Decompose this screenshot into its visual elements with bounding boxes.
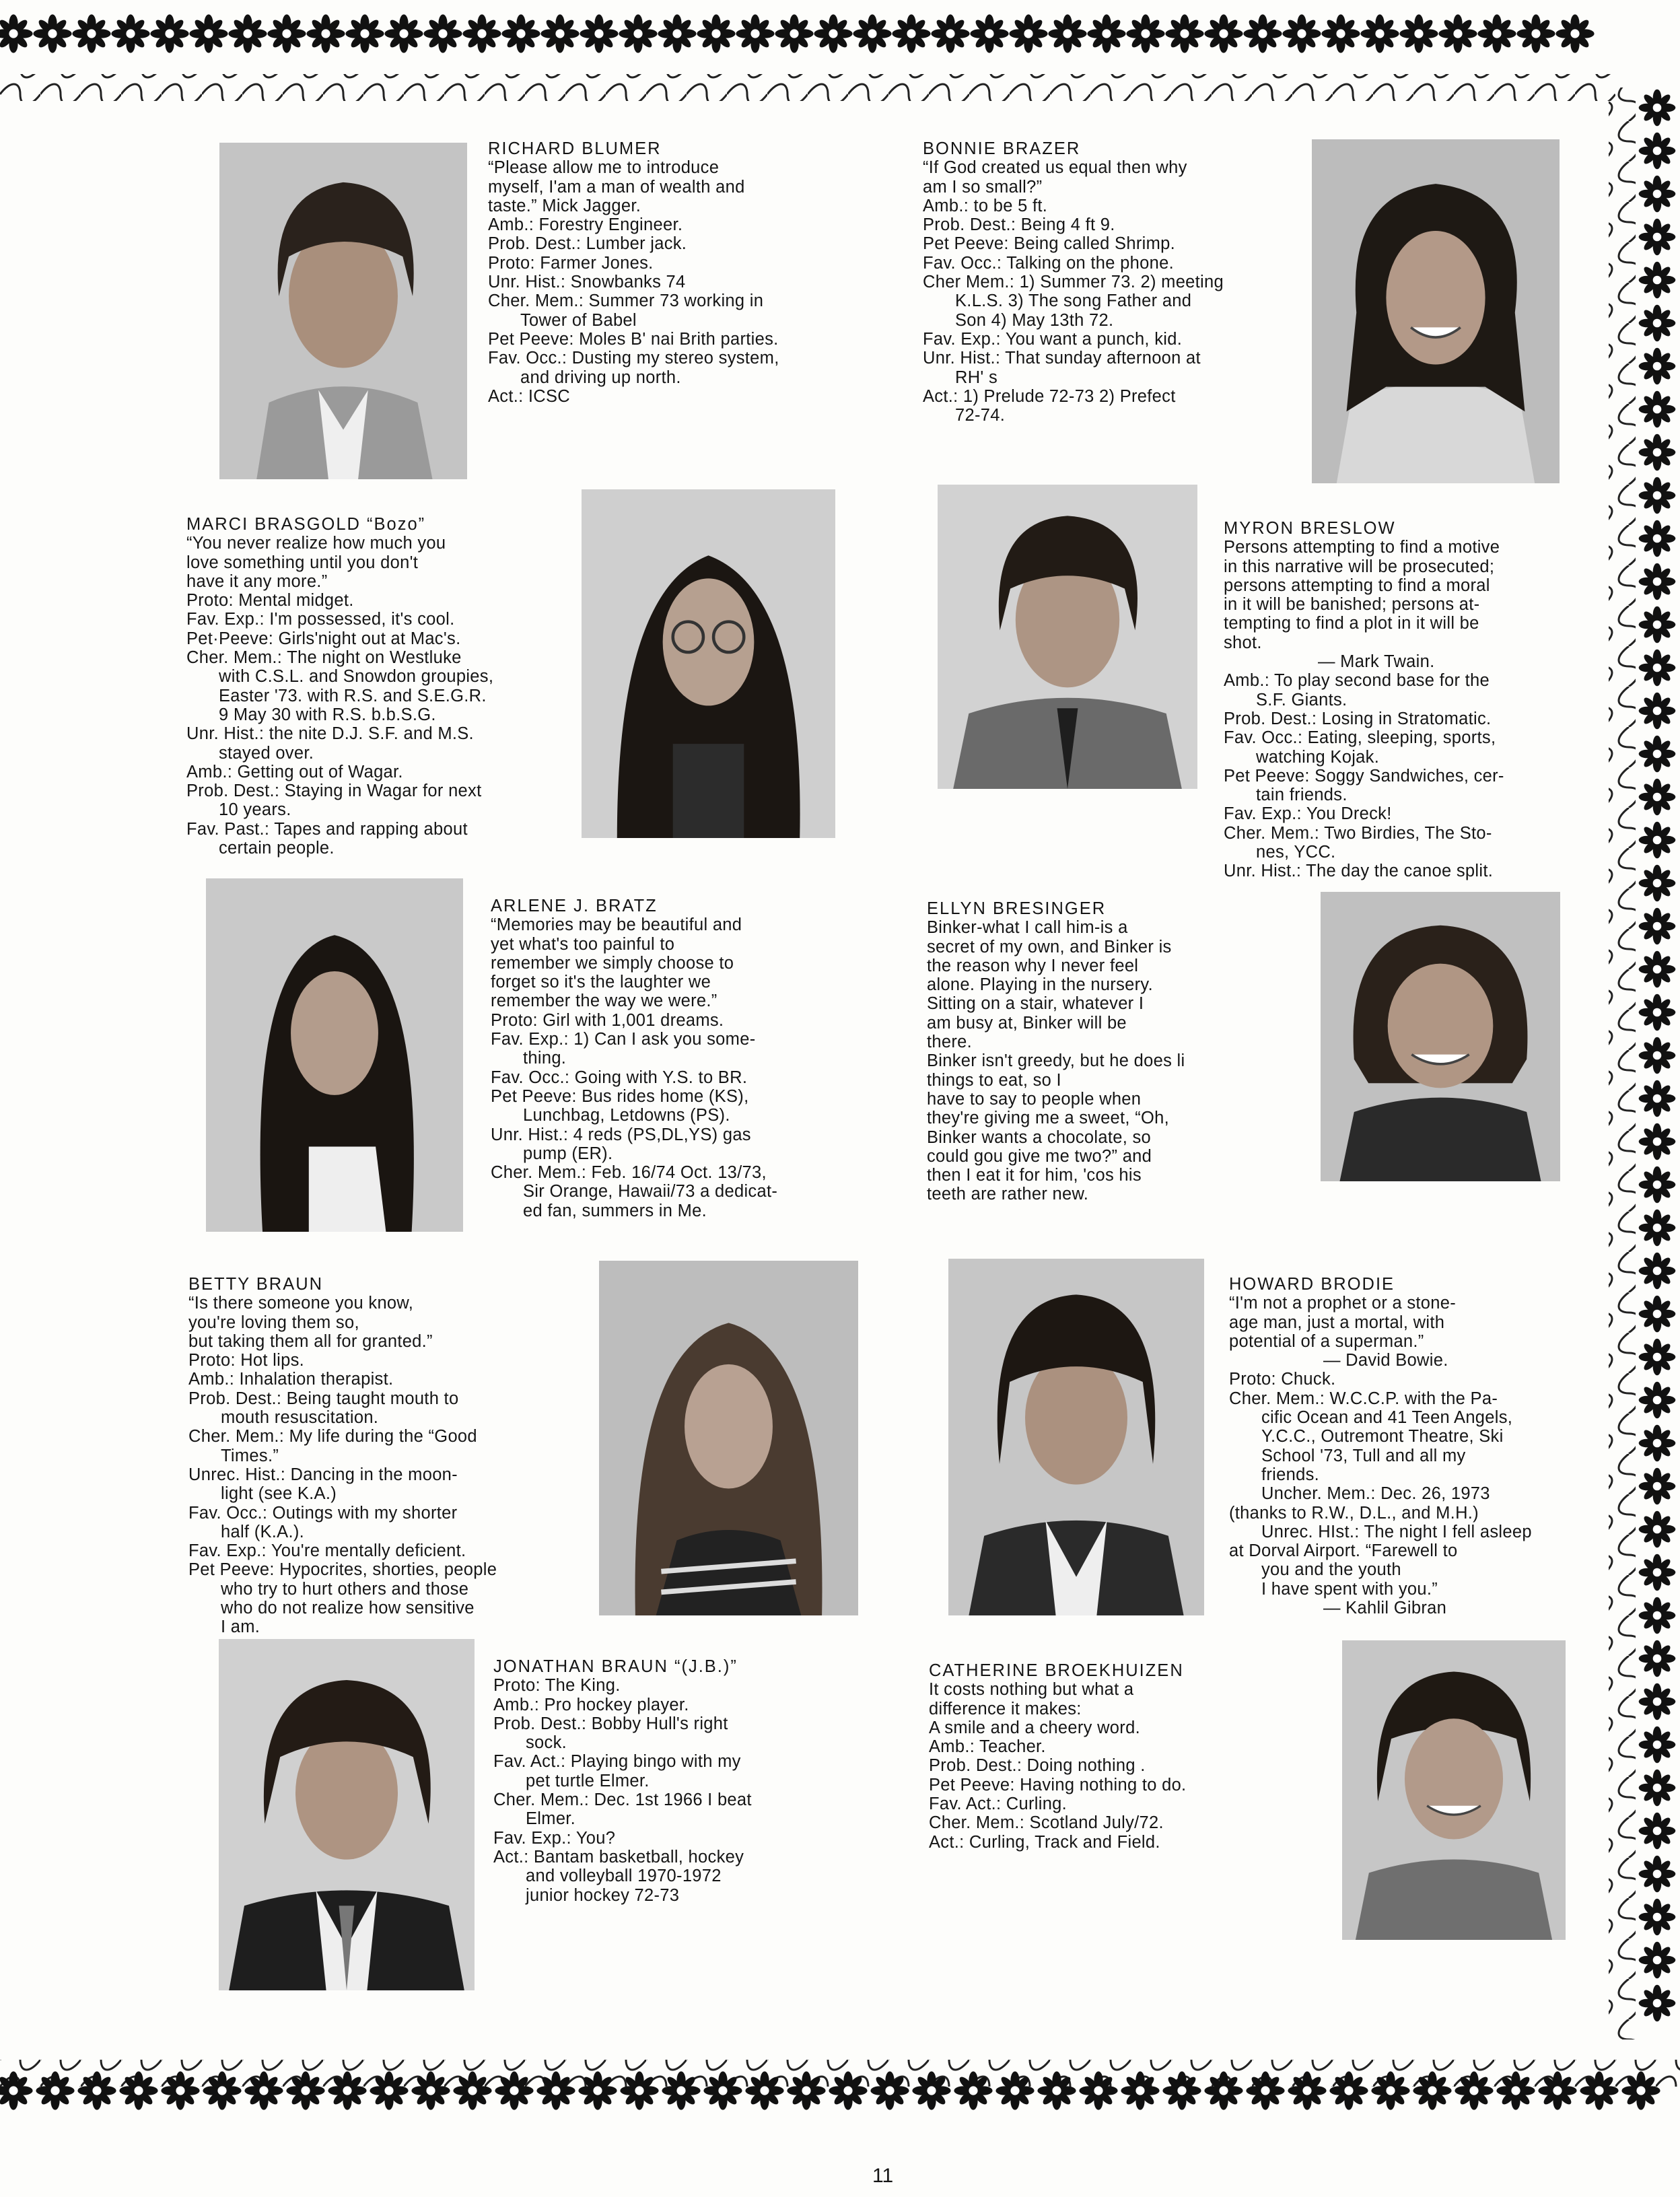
daisy-icon bbox=[540, 14, 579, 53]
page-number: 11 bbox=[872, 2165, 894, 2187]
entry-line: Pet Peeve: Having nothing to do. bbox=[929, 1775, 1187, 1794]
daisy-icon bbox=[1639, 1382, 1676, 1419]
entry-line: could gou give me two?” and bbox=[927, 1146, 1152, 1166]
entry-line: Amb.: To play second base for the bbox=[1224, 671, 1490, 691]
entry-line: forget so it's the laughter we bbox=[491, 973, 711, 992]
daisy-icon bbox=[72, 14, 110, 53]
entry-line: Fav. Occ.: Eating, sleeping, sports, bbox=[1224, 728, 1496, 748]
entry-line: RH' s bbox=[955, 368, 998, 387]
entry-line: ed fan, summers in Me. bbox=[523, 1201, 707, 1220]
daisy-icon bbox=[1204, 14, 1242, 53]
photo-ellyn-bresinger bbox=[1321, 892, 1560, 1181]
entry-line: Amb.: Getting out of Wagar. bbox=[186, 762, 403, 781]
entry-line: Binker wants a chocolate, so bbox=[927, 1127, 1151, 1147]
daisy-icon bbox=[775, 14, 813, 53]
daisy-icon bbox=[1477, 14, 1516, 53]
daisy-icon bbox=[306, 14, 345, 53]
photo-catherine-broekhuizen bbox=[1342, 1640, 1566, 1940]
daisy-icon bbox=[150, 14, 188, 53]
entry-line: Unrec. HIst.: The night I fell asleep bbox=[1261, 1522, 1532, 1541]
entry-line: Fav. Occ.: Talking on the phone. bbox=[923, 253, 1174, 273]
entry-line: Amb.: Pro hockey player. bbox=[493, 1695, 689, 1714]
daisy-icon bbox=[1282, 14, 1321, 53]
entry-line: Cher. Mem.: Two Birdies, The Sto- bbox=[1224, 823, 1492, 843]
daisy-icon bbox=[384, 14, 423, 53]
photo-bonnie-brazer bbox=[1312, 139, 1560, 483]
entry-line: “You never realize how much you bbox=[186, 534, 446, 553]
entry-line: A smile and a cheery word. bbox=[929, 1718, 1140, 1737]
entry-line: Cher. Mem.: Feb. 16/74 Oct. 13/73, bbox=[491, 1163, 767, 1183]
entry-line: Proto: Hot lips. bbox=[188, 1351, 305, 1370]
daisy-icon bbox=[0, 14, 33, 53]
daisy-icon bbox=[1639, 1899, 1676, 1936]
entry-line: Cher. Mem.: W.C.C.P. with the Pa- bbox=[1229, 1389, 1498, 1408]
entry-line: mouth resuscitation. bbox=[221, 1408, 379, 1428]
entry-line: thing. bbox=[523, 1049, 567, 1068]
entry-line: friends. bbox=[1261, 1465, 1320, 1484]
daisy-icon bbox=[1639, 391, 1676, 428]
daisy-icon bbox=[1087, 14, 1125, 53]
entry-line: K.L.S. 3) The song Father and bbox=[955, 291, 1192, 311]
entry-line: and driving up north. bbox=[520, 368, 681, 387]
entry-line: Pet Peeve: Being called Shrimp. bbox=[923, 234, 1176, 254]
daisy-icon bbox=[1639, 1339, 1676, 1376]
entry-line: Sir Orange, Hawaii/73 a dedicat- bbox=[523, 1182, 778, 1201]
daisy-icon bbox=[1639, 1123, 1676, 1160]
daisy-icon bbox=[580, 14, 618, 53]
entry-line: Fav. Occ.: Dusting my stereo system, bbox=[488, 349, 779, 368]
entry-line: Y.C.C., Outremont Theatre, Ski bbox=[1261, 1427, 1504, 1446]
entry-jonathan-braun bbox=[493, 1657, 752, 1905]
entry-line: 9 May 30 with R.S. b.b.S.G. bbox=[219, 705, 436, 724]
entry-line: I have spent with you.” bbox=[1261, 1579, 1438, 1599]
entry-line: Proto: Farmer Jones. bbox=[488, 253, 654, 273]
entry-line: Son 4) May 13th 72. bbox=[955, 310, 1114, 330]
daisy-icon bbox=[1639, 865, 1676, 902]
daisy-icon bbox=[1639, 1511, 1676, 1548]
entry-line: Act.: 1) Prelude 72-73 2) Prefect bbox=[923, 386, 1176, 406]
entry-line: you and the youth bbox=[1261, 1560, 1401, 1580]
daisy-icon bbox=[931, 14, 969, 53]
daisy-icon bbox=[111, 14, 149, 53]
entry-line: Unr. Hist.: The day the canoe split. bbox=[1224, 862, 1494, 881]
entry-line: Cher. Mem.: Summer 73 working in bbox=[488, 291, 764, 311]
entry-betty-braun bbox=[188, 1275, 497, 1637]
entry-line: School '73, Tull and all my bbox=[1261, 1446, 1466, 1465]
entry-line: Easter '73. with R.S. and S.E.G.R. bbox=[219, 686, 487, 705]
entry-line: Proto: The King. bbox=[493, 1676, 621, 1696]
entry-line: in it will be banished; persons at- bbox=[1224, 595, 1480, 615]
entry-line: at Dorval Airport. “Farewell to bbox=[1229, 1541, 1458, 1561]
entry-line: stayed over. bbox=[219, 743, 314, 763]
daisy-icon bbox=[1639, 1468, 1676, 1505]
entry-line: tain friends. bbox=[1256, 786, 1348, 805]
entry-line: remember the way we were.” bbox=[491, 991, 718, 1011]
entry-line: who try to hurt others and those bbox=[221, 1579, 469, 1599]
daisy-icon bbox=[189, 14, 228, 53]
photo-betty-braun bbox=[599, 1261, 858, 1615]
daisy-icon bbox=[814, 14, 852, 53]
entry-line: half (K.A.). bbox=[221, 1522, 305, 1541]
entry-line: Cher. Mem.: Dec. 1st 1966 I beat bbox=[493, 1790, 752, 1810]
entry-line: taste.” Mick Jagger. bbox=[488, 196, 641, 215]
entry-line: remember we simply choose to bbox=[491, 953, 734, 973]
entry-line: Tower of Babel bbox=[520, 310, 637, 330]
daisy-icon bbox=[1126, 14, 1164, 53]
daisy-icon bbox=[1399, 14, 1438, 53]
daisy-icon bbox=[1639, 1296, 1676, 1333]
photo-richard-blumer bbox=[219, 143, 467, 479]
entry-line: alone. Playing in the nursery. bbox=[927, 975, 1153, 995]
entry-line: Proto: Mental midget. bbox=[186, 591, 354, 611]
entry-line: have it any more.” bbox=[186, 571, 328, 591]
photo-howard-brodie bbox=[948, 1259, 1204, 1615]
daisy-icon bbox=[1048, 14, 1086, 53]
photo-arlene-bratz bbox=[206, 878, 463, 1232]
entry-line: Prob. Dest.: Losing in Stratomatic. bbox=[1224, 709, 1492, 728]
entry-line: Binker isn't greedy, but he does li bbox=[927, 1051, 1185, 1071]
entry-line: am I so small?” bbox=[923, 177, 1043, 197]
daisy-icon bbox=[1639, 1597, 1676, 1634]
entry-line: Prob. Dest.: Bobby Hull's right bbox=[493, 1714, 728, 1733]
entry-line: Pet Peeve: Moles B' nai Brith parties. bbox=[488, 329, 779, 349]
daisy-icon bbox=[1639, 1813, 1676, 1850]
daisy-icon bbox=[423, 14, 462, 53]
entry-line: Fav. Exp.: You? bbox=[493, 1828, 616, 1848]
entry-line: certain people. bbox=[219, 839, 335, 858]
entry-line: Act.: Bantam basketball, hockey bbox=[493, 1847, 744, 1867]
entry-line: have to say to people when bbox=[927, 1089, 1142, 1109]
daisy-icon bbox=[1639, 1210, 1676, 1247]
daisy-icon bbox=[1639, 1554, 1676, 1591]
entry-line: “I'm not a prophet or a stone- bbox=[1229, 1294, 1457, 1313]
daisy-icon bbox=[1009, 14, 1047, 53]
daisy-icon bbox=[33, 14, 71, 53]
entry-line: Times.” bbox=[221, 1446, 279, 1465]
entry-line: light (see K.A.) bbox=[221, 1484, 337, 1504]
photo-marci-brasgold bbox=[582, 489, 835, 838]
entry-ellyn-bresinger bbox=[927, 899, 1185, 1204]
entry-line: Fav. Exp.: I'm possessed, it's cool. bbox=[186, 610, 455, 629]
entry-line: Fav. Exp.: You Dreck! bbox=[1224, 804, 1392, 824]
entry-line: with C.S.L. and Snowdon groupies, bbox=[219, 667, 494, 687]
entry-line: but taking them all for granted.” bbox=[188, 1331, 433, 1351]
entry-line: I am. bbox=[221, 1617, 260, 1637]
daisy-icon bbox=[1639, 520, 1676, 557]
entry-line: Lunchbag, Letdowns (PS). bbox=[523, 1106, 730, 1125]
entry-line: S.F. Giants. bbox=[1256, 690, 1348, 709]
student-name: MYRON BRESLOW bbox=[1224, 519, 1396, 538]
entry-line: Unrec. Hist.: Dancing in the moon- bbox=[188, 1465, 458, 1484]
daisy-icon bbox=[1555, 14, 1594, 53]
entry-catherine-broekhuizen bbox=[929, 1661, 1186, 1852]
entry-line: junior hockey 72-73 bbox=[526, 1885, 680, 1905]
daisy-icon bbox=[619, 14, 657, 53]
entry-line: difference it makes: bbox=[929, 1699, 1082, 1718]
daisy-icon bbox=[1639, 219, 1676, 256]
entry-bonnie-brazer bbox=[923, 139, 1224, 425]
entry-line: “Memories may be beautiful and bbox=[491, 915, 742, 935]
entry-line: the reason why I never feel bbox=[927, 956, 1139, 975]
entry-line: cific Ocean and 41 Teen Angels, bbox=[1261, 1408, 1513, 1428]
entry-line: Fav. Act.: Playing bingo with my bbox=[493, 1752, 741, 1772]
entry-line: things to eat, so I bbox=[927, 1070, 1061, 1090]
entry-line: pump (ER). bbox=[523, 1144, 613, 1163]
entry-line: Persons attempting to find a motive bbox=[1224, 538, 1500, 557]
entry-richard-blumer bbox=[488, 139, 779, 406]
daisy-icon bbox=[228, 14, 267, 53]
entry-line: teeth are rather new. bbox=[927, 1185, 1089, 1204]
photo-myron-breslow bbox=[938, 485, 1197, 789]
entry-line: they're giving me a sweet, “Oh, bbox=[927, 1109, 1169, 1128]
entry-line: secret of my own, and Binker is bbox=[927, 937, 1172, 956]
student-name: RICHARD BLUMER bbox=[488, 139, 662, 158]
entry-line: 10 years. bbox=[219, 800, 291, 820]
entry-line: Amb.: Teacher. bbox=[929, 1737, 1046, 1757]
daisy-icon bbox=[1639, 348, 1676, 385]
entry-line: Elmer. bbox=[526, 1809, 576, 1829]
entry-line: Uncher. Mem.: Dec. 26, 1973 bbox=[1261, 1484, 1490, 1504]
daisy-icon bbox=[1321, 14, 1360, 53]
entry-line: Pet Peeve: Bus rides home (KS), bbox=[491, 1086, 749, 1106]
daisy-icon bbox=[1639, 1942, 1676, 1979]
entry-howard-brodie bbox=[1229, 1275, 1532, 1617]
daisy-icon bbox=[892, 14, 930, 53]
entry-line: nes, YCC. bbox=[1256, 843, 1336, 862]
daisy-icon bbox=[1639, 563, 1676, 600]
entry-line: shot. bbox=[1224, 633, 1262, 652]
daisy-icon bbox=[1639, 1080, 1676, 1117]
daisy-icon bbox=[970, 14, 1008, 53]
entry-line: Pet·Peeve: Girls'night out at Mac's. bbox=[186, 629, 461, 648]
daisy-icon bbox=[345, 14, 384, 53]
entry-line: Amb.: to be 5 ft. bbox=[923, 196, 1048, 215]
student-name: JONATHAN BRAUN “(J.B.)” bbox=[493, 1657, 738, 1676]
daisy-icon bbox=[1639, 1985, 1676, 2022]
entry-line: Binker-what I call him-is a bbox=[927, 918, 1128, 938]
entry-line: Prob. Dest.: Lumber jack. bbox=[488, 234, 687, 254]
daisy-icon bbox=[1639, 133, 1676, 170]
entry-line: in this narrative will be prosecuted; bbox=[1224, 557, 1495, 576]
entry-line: and volleyball 1970-1972 bbox=[526, 1867, 722, 1886]
daisy-icon bbox=[1438, 14, 1477, 53]
entry-line: Act.: ICSC bbox=[488, 386, 571, 406]
entry-line: myself, I'am a man of wealth and bbox=[488, 177, 745, 197]
daisy-icon bbox=[1639, 908, 1676, 945]
daisy-icon bbox=[1639, 1253, 1676, 1290]
entry-line: tempting to find a plot in it will be bbox=[1224, 614, 1479, 633]
entry-line: sock. bbox=[526, 1733, 567, 1753]
entry-line: Unr. Hist.: 4 reds (PS,DL,YS) gas bbox=[491, 1125, 751, 1144]
entry-line: yet what's too painful to bbox=[491, 934, 675, 954]
entry-line: — David Bowie. bbox=[1323, 1351, 1448, 1370]
entry-line: Prob. Dest.: Doing nothing . bbox=[929, 1756, 1146, 1776]
daisy-icon bbox=[1639, 434, 1676, 471]
entry-line: “Please allow me to introduce bbox=[488, 158, 720, 178]
entry-myron-breslow bbox=[1224, 519, 1504, 881]
daisy-icon bbox=[1639, 1166, 1676, 1204]
entry-line: Unr. Hist.: Snowbanks 74 bbox=[488, 273, 686, 292]
daisy-icon bbox=[1639, 1770, 1676, 1807]
entry-line: Pet Peeve: Hypocrites, shorties, people bbox=[188, 1560, 497, 1580]
daisy-icon bbox=[1639, 822, 1676, 859]
entry-arlene-bratz bbox=[491, 897, 777, 1220]
daisy-icon bbox=[1639, 951, 1676, 988]
entry-line: then I eat it for him, 'cos his bbox=[927, 1166, 1142, 1185]
daisy-icon bbox=[501, 14, 540, 53]
student-name: ELLYN BRESINGER bbox=[927, 899, 1107, 918]
photo-jonathan-braun bbox=[219, 1639, 475, 1990]
student-name: CATHERINE BROEKHUIZEN bbox=[929, 1661, 1184, 1680]
entry-line: you're loving them so, bbox=[188, 1313, 359, 1332]
entry-line: love something until you don't bbox=[186, 553, 419, 572]
entry-line: Cher Mem.: 1) Summer 73. 2) meeting bbox=[923, 273, 1224, 292]
entry-line: pet turtle Elmer. bbox=[526, 1771, 650, 1790]
student-name: BETTY BRAUN bbox=[188, 1275, 324, 1294]
entry-line: Fav. Exp.: You want a punch, kid. bbox=[923, 329, 1183, 349]
entry-line: Fav. Occ.: Going with Y.S. to BR. bbox=[491, 1068, 748, 1087]
daisy-icon bbox=[462, 14, 501, 53]
entry-line: age man, just a mortal, with bbox=[1229, 1313, 1445, 1332]
entry-line: who do not realize how sensitive bbox=[221, 1599, 475, 1618]
entry-line: am busy at, Binker will be bbox=[927, 1013, 1127, 1033]
daisy-icon bbox=[1639, 606, 1676, 643]
entry-line: potential of a superman.” bbox=[1229, 1331, 1424, 1351]
entry-line: “Is there someone you know, bbox=[188, 1294, 414, 1313]
daisy-icon bbox=[1639, 693, 1676, 730]
entry-line: watching Kojak. bbox=[1256, 747, 1380, 767]
entry-line: Cher. Mem.: My life during the “Good bbox=[188, 1427, 477, 1446]
entry-line: Fav. Exp.: You're mentally deficient. bbox=[188, 1541, 466, 1561]
entry-line: Fav. Past.: Tapes and rapping about bbox=[186, 819, 468, 839]
daisy-icon bbox=[1639, 994, 1676, 1031]
entry-line: Prob. Dest.: Being taught mouth to bbox=[188, 1389, 459, 1408]
daisy-icon bbox=[1639, 650, 1676, 687]
entry-line: Unr. Hist.: the nite D.J. S.F. and M.S. bbox=[186, 724, 474, 744]
daisy-icon bbox=[1360, 14, 1399, 53]
entry-line: Fav. Occ.: Outings with my shorter bbox=[188, 1503, 458, 1523]
entry-line: Amb.: Forestry Engineer. bbox=[488, 215, 683, 235]
entry-line: persons attempting to find a moral bbox=[1224, 576, 1490, 595]
entry-line: Amb.: Inhalation therapist. bbox=[188, 1370, 394, 1389]
daisy-icon bbox=[1243, 14, 1282, 53]
daisy-icon bbox=[1639, 305, 1676, 342]
student-name: ARLENE J. BRATZ bbox=[491, 897, 658, 915]
entry-line: — Kahlil Gibran bbox=[1323, 1599, 1447, 1618]
entry-marci-brasgold bbox=[186, 515, 493, 858]
daisy-icon bbox=[1639, 1640, 1676, 1677]
daisy-icon bbox=[1639, 1683, 1676, 1720]
daisy-icon bbox=[1639, 1727, 1676, 1764]
entry-line: Fav. Act.: Curling. bbox=[929, 1794, 1068, 1814]
daisy-icon bbox=[736, 14, 774, 53]
daisy-icon bbox=[1639, 176, 1676, 213]
entry-line: (thanks to R.W., D.L., and M.H.) bbox=[1229, 1503, 1479, 1523]
entry-line: 72-74. bbox=[955, 406, 1006, 425]
daisy-icon bbox=[267, 14, 306, 53]
daisy-icon bbox=[1639, 779, 1676, 816]
entry-line: It costs nothing but what a bbox=[929, 1680, 1134, 1700]
daisy-icon bbox=[1516, 14, 1555, 53]
student-name: HOWARD BRODIE bbox=[1229, 1275, 1395, 1294]
entry-line: “If God created us equal then why bbox=[923, 158, 1187, 178]
daisy-icon bbox=[1639, 736, 1676, 773]
daisy-icon bbox=[697, 14, 735, 53]
daisy-icon bbox=[1639, 1856, 1676, 1893]
entry-line: Proto: Girl with 1,001 dreams. bbox=[491, 1010, 724, 1030]
daisy-icon bbox=[853, 14, 891, 53]
entry-line: there. bbox=[927, 1033, 973, 1052]
daisy-icon bbox=[1639, 90, 1676, 127]
daisy-icon bbox=[1639, 262, 1676, 299]
entry-line: Cher. Mem.: The night on Westluke bbox=[186, 648, 462, 668]
daisy-icon bbox=[1165, 14, 1203, 53]
daisy-icon bbox=[1639, 477, 1676, 514]
daisy-icon bbox=[658, 14, 696, 53]
student-name: MARCI BRASGOLD “Bozo” bbox=[186, 515, 426, 534]
daisy-icon bbox=[1639, 1037, 1676, 1074]
entry-line: Pet Peeve: Soggy Sandwiches, cer- bbox=[1224, 766, 1504, 786]
entry-line: Unr. Hist.: That sunday afternoon at bbox=[923, 349, 1201, 368]
entry-line: Prob. Dest.: Being 4 ft 9. bbox=[923, 215, 1115, 235]
student-name: BONNIE BRAZER bbox=[923, 139, 1081, 158]
entry-line: Sitting on a stair, whatever I bbox=[927, 994, 1144, 1014]
entry-line: Cher. Mem.: Scotland July/72. bbox=[929, 1813, 1164, 1833]
daisy-icon bbox=[1639, 1425, 1676, 1462]
entry-line: Prob. Dest.: Staying in Wagar for next bbox=[186, 781, 482, 801]
entry-line: Fav. Exp.: 1) Can I ask you some- bbox=[491, 1030, 756, 1049]
entry-line: — Mark Twain. bbox=[1318, 652, 1435, 672]
entry-line: Act.: Curling, Track and Field. bbox=[929, 1832, 1160, 1852]
entry-line: Proto: Chuck. bbox=[1229, 1370, 1336, 1389]
